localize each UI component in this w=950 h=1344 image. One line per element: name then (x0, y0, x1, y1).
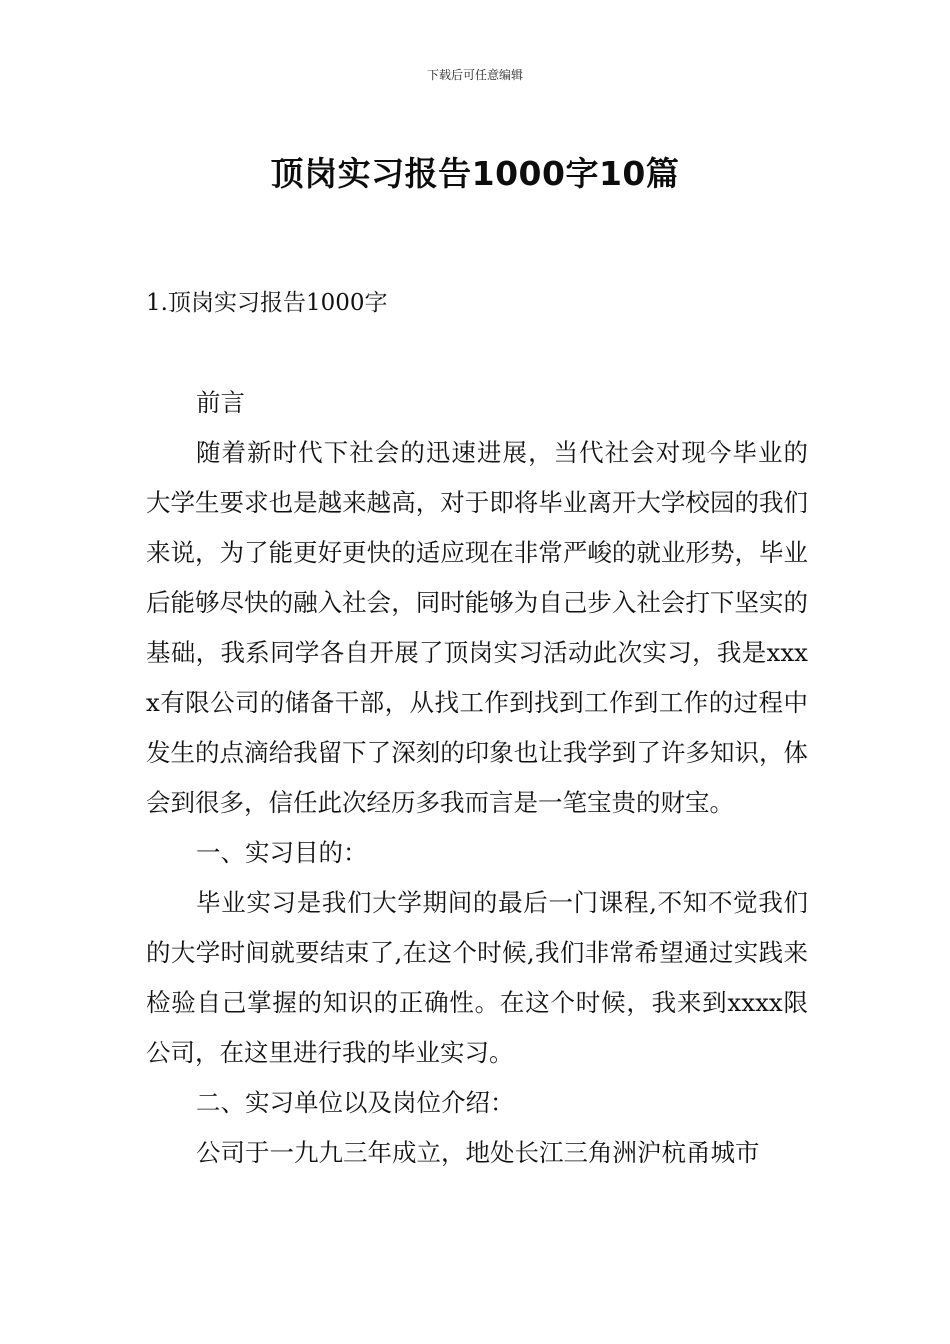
paragraph-preface: 随着新时代下社会的迅速进展，当代社会对现今毕业的大学生要求也是越来越高，对于即将毕业离开大学校园的我们来说，为了能更好更快的适应现在非常严峻的就业形势，毕业后能够尽快的融入社会，同时能够为自己步入社会打下坚实的基础，我系同学各自开展了顶岗实习活动此次实习，我是xxxx有限公司的储备干部，从找工作到找到工作到工作的过程中发生的点滴给我留下了深刻的印象也让我学到了许多知识，体会到很多，信任此次经历多我而言是一笔宝贵的财宝。 (146, 438, 808, 817)
paragraph-purpose-heading: 一、实习目的： (196, 838, 368, 867)
document-body (146, 378, 808, 1178)
paragraph-company-heading: 二、实习单位以及岗位介绍： (196, 1088, 515, 1117)
header-note: 下载后可任意编辑 (426, 68, 523, 82)
paragraph-purpose: 毕业实习是我们大学期间的最后一门课程,不知不觉我们的大学时间就要结束了,在这个时候,我们非常希望通过实践来检验自己掌握的知识的正确性。在这个时候，我来到xxxx限公司，在这里进行我的毕业实习。 (146, 888, 808, 1067)
paragraph-preface-heading: 前言 (196, 388, 245, 417)
section-heading: 1.顶岗实习报告1000字 (146, 290, 388, 316)
document-title: 顶岗实习报告1000字10篇 (270, 154, 680, 194)
paragraph-company: 公司于一九九三年成立，地处长江三角洲沪杭甬城市 (196, 1138, 760, 1167)
